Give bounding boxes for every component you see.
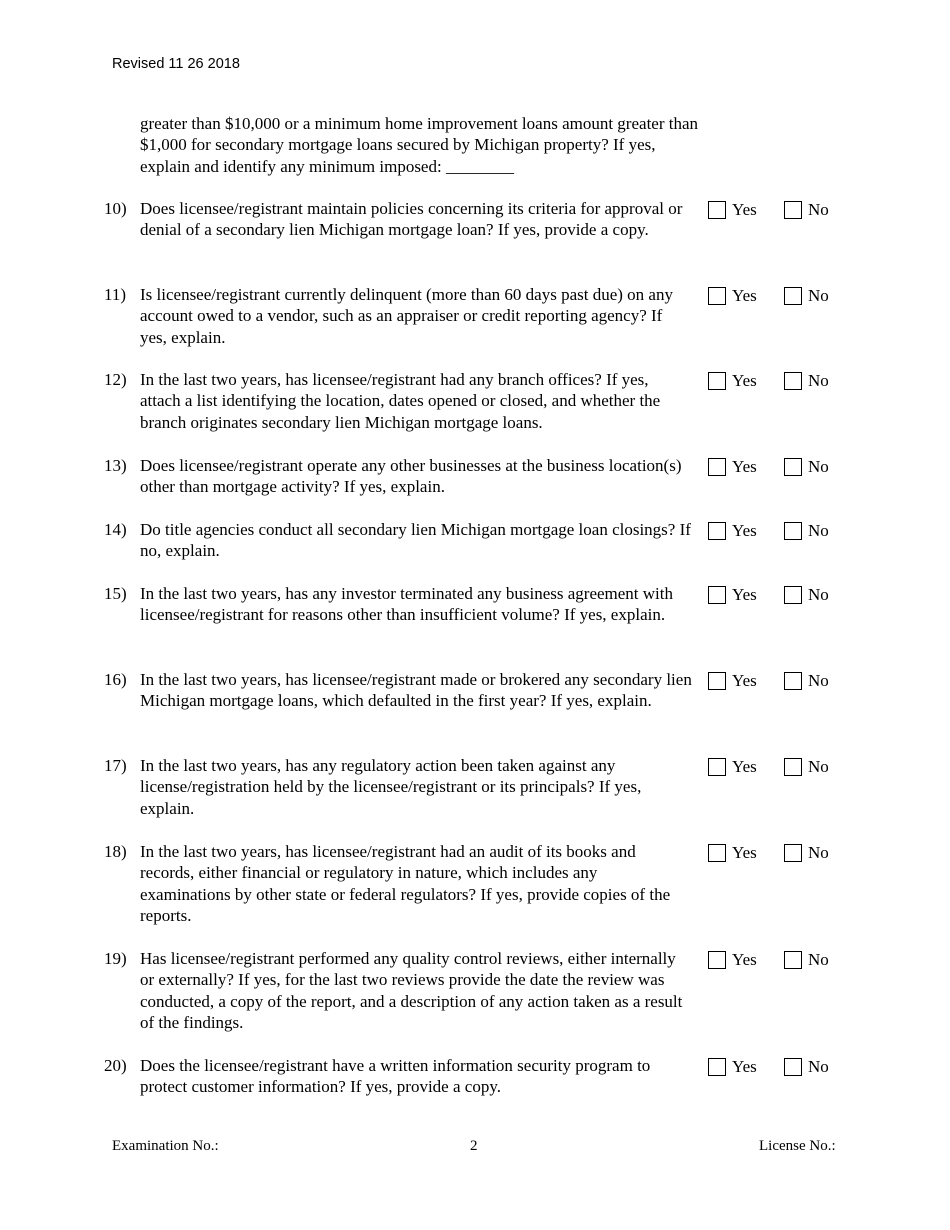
q13-no-option[interactable] — [784, 456, 829, 477]
question-number: 14) — [104, 520, 127, 539]
q15-yes-option[interactable] — [708, 584, 757, 605]
question-text: Does licensee/registrant operate any other businesses at the business location(s) other than mortgage activity? If yes, explain. — [140, 456, 682, 497]
q18-yes-option[interactable] — [708, 842, 757, 863]
checkbox[interactable] — [708, 458, 726, 476]
yes-label: Yes — [732, 200, 757, 219]
checkbox[interactable] — [708, 1058, 726, 1076]
no-label: No — [808, 200, 829, 219]
license-number-label: License No.: — [759, 1138, 836, 1154]
question-text: In the last two years, has any regulatory action been taken against any license/registration held by the licensee/registrant or its principals? If yes, explain. — [140, 756, 642, 818]
yes-label: Yes — [732, 457, 757, 476]
question-number: 16) — [104, 670, 127, 689]
question-number: 15) — [104, 584, 127, 603]
checkbox[interactable] — [784, 951, 802, 969]
q17-yes-option[interactable] — [708, 756, 757, 777]
yes-label: Yes — [732, 521, 757, 540]
q19-no-option[interactable] — [784, 949, 829, 970]
q12-yes-option[interactable] — [708, 370, 757, 391]
yes-label: Yes — [732, 585, 757, 604]
yes-label: Yes — [732, 671, 757, 690]
q18-no-option[interactable] — [784, 842, 829, 863]
no-label: No — [808, 671, 829, 690]
question-text: In the last two years, has licensee/registrant made or brokered any secondary lien Michigan mortgage loans, which defaulted in the first year? If yes, explain. — [140, 670, 692, 711]
no-label: No — [808, 757, 829, 776]
question-number: 17) — [104, 756, 127, 775]
revision-date: Revised 11 26 2018 — [112, 56, 240, 72]
checkbox[interactable] — [708, 844, 726, 862]
q19-yes-option[interactable] — [708, 949, 757, 970]
no-label: No — [808, 371, 829, 390]
q10-yes-option[interactable] — [708, 199, 757, 220]
question-text: In the last two years, has licensee/registrant had any branch offices? If yes, attach a list identifying the location, dates opened or closed, and whether the branch originates secondary lien Michigan mortgage loans. — [140, 370, 661, 432]
checkbox[interactable] — [784, 1058, 802, 1076]
q16-yes-option[interactable] — [708, 670, 757, 691]
question-number: 12) — [104, 370, 127, 389]
yes-label: Yes — [732, 371, 757, 390]
checkbox[interactable] — [784, 372, 802, 390]
examination-number-label: Examination No.: — [112, 1138, 219, 1154]
q15-no-option[interactable] — [784, 584, 829, 605]
page-number: 2 — [470, 1138, 478, 1154]
q14-yes-option[interactable] — [708, 520, 757, 541]
question-number: 19) — [104, 949, 127, 968]
q14-no-option[interactable] — [784, 520, 829, 541]
q12-no-option[interactable] — [784, 370, 829, 391]
question-text: In the last two years, has licensee/registrant had an audit of its books and records, either financial or regulatory in nature, which includes any examinations by other state or federal regulators? If yes, provide copies of the reports. — [140, 842, 671, 925]
no-label: No — [808, 585, 829, 604]
checkbox[interactable] — [784, 586, 802, 604]
no-label: No — [808, 950, 829, 969]
continued-question-text: greater than $10,000 or a minimum home improvement loans amount greater than $1,000 for secondary mortgage loans secured by Michigan property? If yes, explain and identify any minimum imposed: ________ — [140, 114, 699, 176]
checkbox[interactable] — [708, 201, 726, 219]
q10-no-option[interactable] — [784, 199, 829, 220]
checkbox[interactable] — [708, 522, 726, 540]
question-text: In the last two years, has any investor terminated any business agreement with licensee/registrant for reasons other than insufficient volume? If yes, explain. — [140, 584, 673, 625]
question-text: Has licensee/registrant performed any quality control reviews, either internally or externally? If yes, for the last two reviews provide the date the review was conducted, a copy of the report, and a description of any action taken as a result of the findings. — [140, 949, 683, 1032]
q20-no-option[interactable] — [784, 1056, 829, 1077]
q20-yes-option[interactable] — [708, 1056, 757, 1077]
no-label: No — [808, 457, 829, 476]
question-number: 11) — [104, 285, 127, 304]
question-text: Does licensee/registrant maintain policies concerning its criteria for approval or denial of a secondary lien Michigan mortgage loan? If yes, provide a copy. — [140, 199, 683, 240]
checkbox[interactable] — [784, 522, 802, 540]
checkbox[interactable] — [708, 586, 726, 604]
checkbox[interactable] — [784, 672, 802, 690]
yes-label: Yes — [732, 950, 757, 969]
question-text: Does the licensee/registrant have a written information security program to protect customer information? If yes, provide a copy. — [140, 1056, 651, 1097]
q16-no-option[interactable] — [784, 670, 829, 691]
no-label: No — [808, 1057, 829, 1076]
q11-yes-option[interactable] — [708, 285, 757, 306]
yes-label: Yes — [732, 1057, 757, 1076]
checkbox[interactable] — [784, 287, 802, 305]
question-text: Is licensee/registrant currently delinquent (more than 60 days past due) on any account owed to a vendor, such as an appraiser or credit reporting agency? If yes, explain. — [140, 285, 673, 347]
checkbox[interactable] — [708, 672, 726, 690]
question-number: 10) — [104, 199, 127, 218]
yes-label: Yes — [732, 757, 757, 776]
checkbox[interactable] — [708, 372, 726, 390]
checkbox[interactable] — [708, 287, 726, 305]
q13-yes-option[interactable] — [708, 456, 757, 477]
question-number: 20) — [104, 1056, 127, 1075]
checkbox[interactable] — [784, 458, 802, 476]
no-label: No — [808, 843, 829, 862]
no-label: No — [808, 521, 829, 540]
checkbox[interactable] — [784, 758, 802, 776]
checkbox[interactable] — [784, 844, 802, 862]
question-number: 13) — [104, 456, 127, 475]
checkbox[interactable] — [708, 758, 726, 776]
q11-no-option[interactable] — [784, 285, 829, 306]
yes-label: Yes — [732, 286, 757, 305]
question-number: 18) — [104, 842, 127, 861]
checkbox[interactable] — [784, 201, 802, 219]
yes-label: Yes — [732, 843, 757, 862]
question-text: Do title agencies conduct all secondary lien Michigan mortgage loan closings? If no, explain. — [140, 520, 691, 561]
q17-no-option[interactable] — [784, 756, 829, 777]
checkbox[interactable] — [708, 951, 726, 969]
no-label: No — [808, 286, 829, 305]
